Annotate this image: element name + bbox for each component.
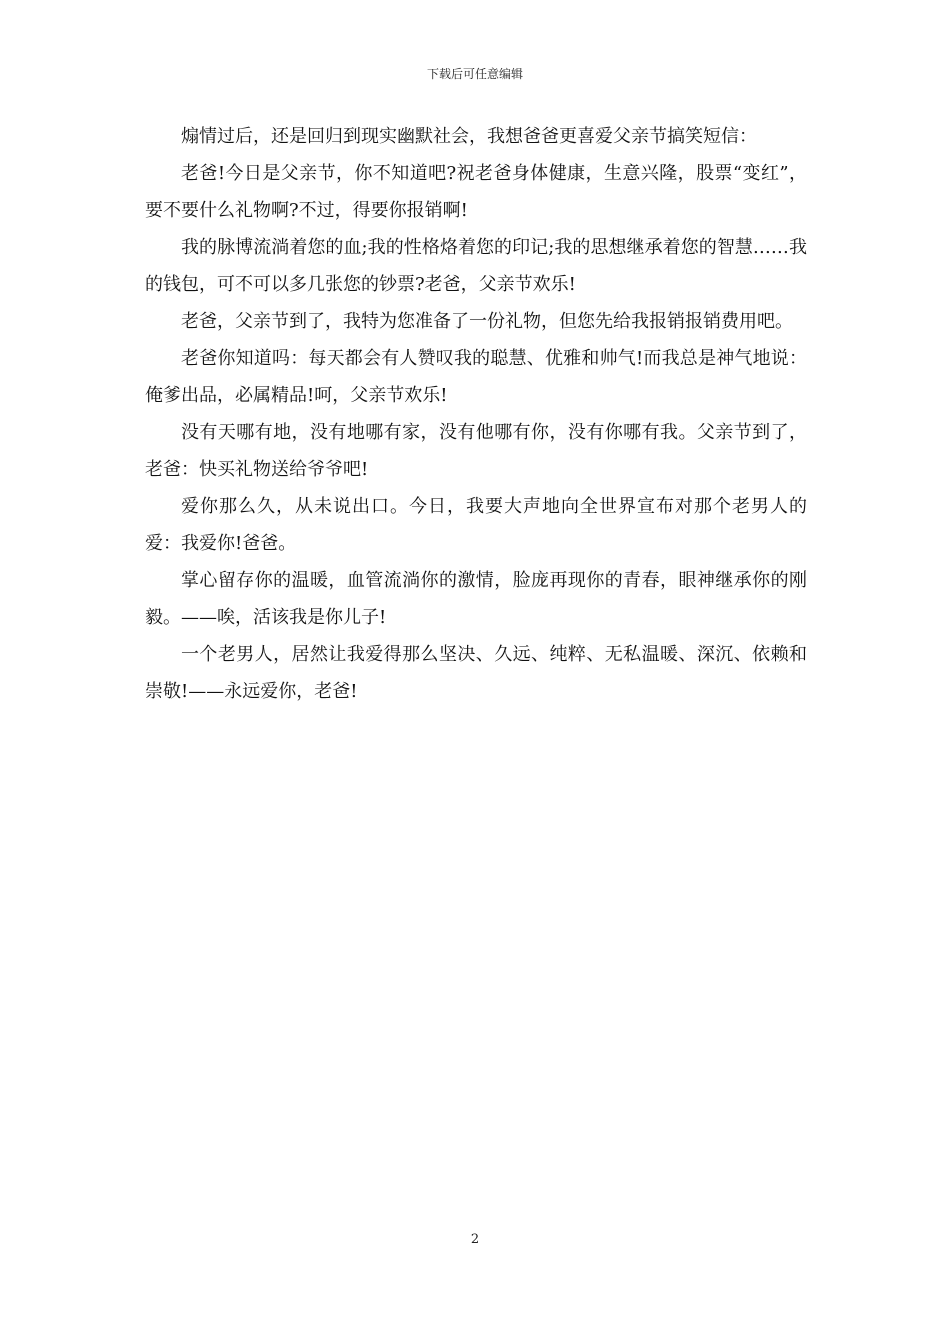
- paragraph: 没有天哪有地，没有地哪有家，没有他哪有你，没有你哪有我。父亲节到了，老爸：快买礼物送给爷爷吧!: [145, 422, 807, 480]
- paragraph: 煽情过后，还是回归到现实幽默社会，我想爸爸更喜爱父亲节搞笑短信：: [181, 126, 757, 147]
- paragraph: 我的脉博流淌着您的血;我的性格烙着您的印记;我的思想继承着您的智慧……我的钱包，可不可以多几张您的钞票?老爸，父亲节欢乐!: [145, 237, 807, 295]
- page-header: 下载后可任意编辑: [426, 67, 523, 81]
- paragraph: 老爸!今日是父亲节，你不知道吧?祝老爸身体健康，生意兴隆，股票“变红”，要不要什么礼物啊?不过，得要你报销啊!: [145, 163, 807, 221]
- paragraph: 掌心留存你的温暖，血管流淌你的激情，脸庞再现你的青春，眼神继承你的刚毅。——唉，活该我是你儿子!: [145, 570, 807, 628]
- paragraph: 老爸，父亲节到了，我特为您准备了一份礼物，但您先给我报销报销费用吧。: [181, 311, 793, 332]
- page-number: 2: [470, 1232, 480, 1247]
- document-body: [145, 118, 807, 710]
- paragraph: 一个老男人，居然让我爱得那么坚决、久远、纯粹、无私温暖、深沉、依赖和崇敬!——永远爱你，老爸!: [145, 644, 807, 702]
- paragraph: 老爸你知道吗：每天都会有人赞叹我的聪慧、优雅和帅气!而我总是神气地说：俺爹出品，必属精品!呵，父亲节欢乐!: [145, 348, 807, 406]
- paragraph: 爱你那么久，从未说出口。今日，我要大声地向全世界宣布对那个老男人的爱：我爱你!爸爸。: [145, 496, 807, 554]
